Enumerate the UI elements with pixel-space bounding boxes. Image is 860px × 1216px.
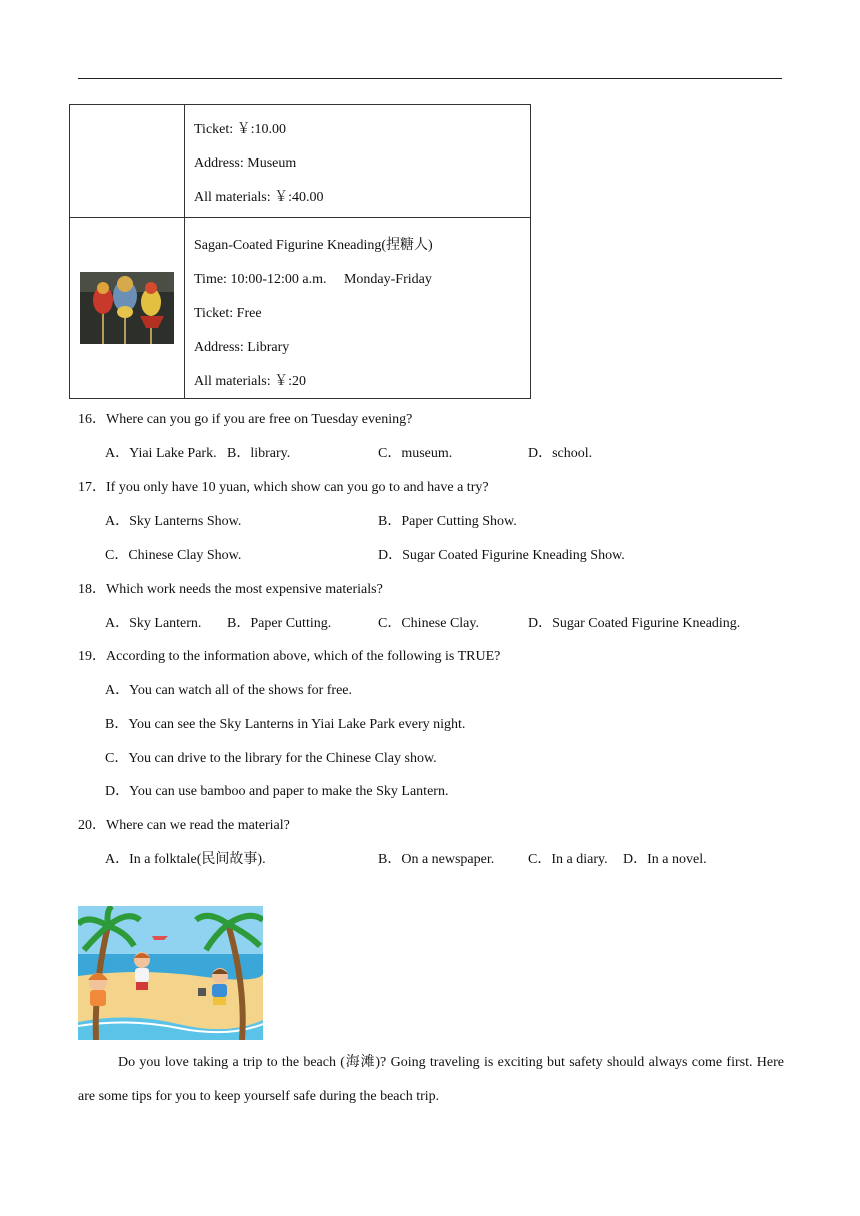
option-19-a[interactable]: A．You can watch all of the shows for free. xyxy=(105,683,353,698)
option-16-a[interactable]: A．Yiai Lake Park. xyxy=(105,446,217,461)
option-20-a[interactable]: A．In a folktale(民间故事). xyxy=(105,852,266,867)
option-18-a[interactable]: A．Sky Lantern. xyxy=(105,616,202,631)
passage-intro: Do you love taking a trip to the beach (海滩)? Going traveling is exciting but safety should always come first. Here are some tips for you to keep yourself safe during the beach trip. xyxy=(78,1055,784,1104)
question-18: 18．Which work needs the most expensive materials? xyxy=(78,582,383,597)
option-20-b[interactable]: B．On a newspaper. xyxy=(378,852,495,867)
option-16-d[interactable]: D．school. xyxy=(528,446,593,461)
table-row xyxy=(70,218,531,399)
beach-illustration xyxy=(78,906,263,1040)
image-cell-empty xyxy=(70,105,185,218)
activity-table xyxy=(69,104,531,399)
materials-line: All materials: ￥:20 xyxy=(194,374,306,389)
option-16-c[interactable]: C．museum. xyxy=(378,446,453,461)
option-18-b[interactable]: B．Paper Cutting. xyxy=(227,616,332,631)
option-18-c[interactable]: C．Chinese Clay. xyxy=(378,616,479,631)
option-19-b[interactable]: B．You can see the Sky Lanterns in Yiai Lake Park every night. xyxy=(105,717,466,732)
sugar-figurine-photo xyxy=(80,272,174,344)
option-17-b[interactable]: B．Paper Cutting Show. xyxy=(378,514,517,529)
image-cell xyxy=(70,218,185,399)
activity-title: Sagan-Coated Figurine Kneading(捏糖人) xyxy=(194,238,433,253)
option-19-d[interactable]: D．You can use bamboo and paper to make the Sky Lantern. xyxy=(105,784,449,799)
option-20-d[interactable]: D．In a novel. xyxy=(623,852,707,867)
header-rule xyxy=(78,78,782,79)
ticket-line: Ticket: Free xyxy=(194,306,262,321)
materials-line: All materials: ￥:40.00 xyxy=(194,190,324,205)
question-20: 20．Where can we read the material? xyxy=(78,818,290,833)
option-17-a[interactable]: A．Sky Lanterns Show. xyxy=(105,514,242,529)
question-16: 16．Where can you go if you are free on Tuesday evening? xyxy=(78,412,413,427)
option-16-b[interactable]: B．library. xyxy=(227,446,291,461)
info-cell xyxy=(185,105,531,218)
time-line: Time: 10:00-12:00 a.m. Monday-Friday xyxy=(194,272,432,287)
option-19-c[interactable]: C．You can drive to the library for the Chinese Clay show. xyxy=(105,751,437,766)
option-18-d[interactable]: D．Sugar Coated Figurine Kneading. xyxy=(528,616,741,631)
option-17-d[interactable]: D．Sugar Coated Figurine Kneading Show. xyxy=(378,548,625,563)
table-row xyxy=(70,105,531,218)
ticket-line: Ticket: ￥:10.00 xyxy=(194,122,287,137)
address-line: Address: Library xyxy=(194,340,290,355)
address-line: Address: Museum xyxy=(194,156,297,171)
option-17-c[interactable]: C．Chinese Clay Show. xyxy=(105,548,242,563)
question-17: 17．If you only have 10 yuan, which show can you go to and have a try? xyxy=(78,480,489,495)
info-cell xyxy=(185,218,531,399)
question-19: 19．According to the information above, which of the following is TRUE? xyxy=(78,649,501,664)
option-20-c[interactable]: C．In a diary. xyxy=(528,852,608,867)
